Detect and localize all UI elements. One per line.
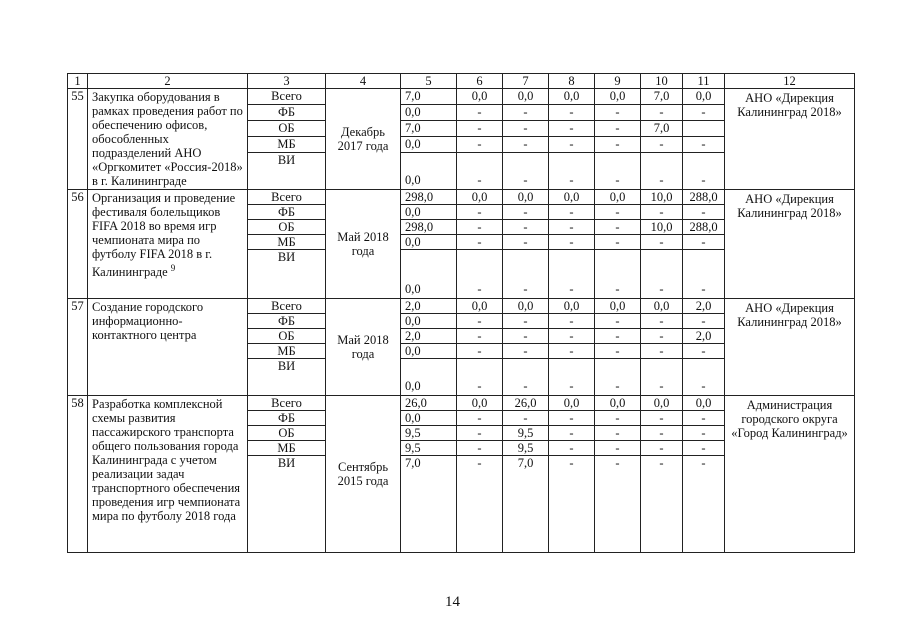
value-cell: - <box>503 235 549 250</box>
value-cell: 7,0 <box>503 456 549 553</box>
value-cell: - <box>549 329 595 344</box>
funding-source: МБ <box>248 137 326 153</box>
value-cell: - <box>595 314 641 329</box>
value-cell: 2,0 <box>401 299 457 314</box>
value-cell: - <box>595 359 641 396</box>
row-description <box>88 299 248 396</box>
value-cell: - <box>549 220 595 235</box>
value-cell: 0,0 <box>595 89 641 105</box>
value-cell: - <box>641 441 683 456</box>
value-cell: - <box>503 411 549 426</box>
value-cell: - <box>683 235 725 250</box>
value-cell: - <box>683 105 725 121</box>
value-cell: - <box>641 137 683 153</box>
value-cell: 0,0 <box>457 89 503 105</box>
value-cell: - <box>503 250 549 299</box>
value-cell: 0,0 <box>457 190 503 205</box>
value-cell: 7,0 <box>641 89 683 105</box>
value-cell: 0,0 <box>401 137 457 153</box>
value-cell: - <box>503 344 549 359</box>
value-cell: 0,0 <box>549 396 595 411</box>
value-cell: - <box>549 411 595 426</box>
value-cell: 0,0 <box>401 235 457 250</box>
value-cell: 0,0 <box>401 153 457 190</box>
funding-source: ВИ <box>248 456 326 553</box>
value-cell: - <box>683 250 725 299</box>
header-cell: 5 <box>401 74 457 89</box>
value-cell: - <box>549 121 595 137</box>
value-cell: - <box>503 121 549 137</box>
value-cell: - <box>503 314 549 329</box>
header-cell: 6 <box>457 74 503 89</box>
value-cell: 0,0 <box>641 396 683 411</box>
value-cell: - <box>641 250 683 299</box>
header-cell: 8 <box>549 74 595 89</box>
value-cell: - <box>683 426 725 441</box>
description-text: Разработка комплексной схемы развития пассажирского транспорта общего пользования города Калининграда с учетом реализации задач транспортного обеспечения проведения игр чемпионата мира по футболу 2018 года <box>92 397 241 523</box>
value-cell: - <box>503 105 549 121</box>
value-cell: 0,0 <box>641 299 683 314</box>
value-cell: - <box>595 456 641 553</box>
value-cell: - <box>641 205 683 220</box>
header-cell: 3 <box>248 74 326 89</box>
value-cell: - <box>457 411 503 426</box>
funding-source: Всего <box>248 89 326 105</box>
value-cell: - <box>549 250 595 299</box>
value-cell: - <box>641 153 683 190</box>
header-cell: 2 <box>88 74 248 89</box>
funding-source: ФБ <box>248 411 326 426</box>
value-cell: 0,0 <box>401 314 457 329</box>
value-cell: - <box>503 359 549 396</box>
header-cell: 12 <box>725 74 855 89</box>
value-cell: - <box>457 205 503 220</box>
row-description <box>88 190 248 299</box>
value-cell: 0,0 <box>595 299 641 314</box>
executor-cell: Администрация городского округа «Город Калининград» <box>725 396 855 553</box>
table-row <box>68 396 855 411</box>
value-cell: - <box>683 359 725 396</box>
header-cell: 1 <box>68 74 88 89</box>
value-cell: 7,0 <box>401 456 457 553</box>
value-cell: 298,0 <box>401 190 457 205</box>
value-cell: 10,0 <box>641 220 683 235</box>
value-cell: 0,0 <box>401 359 457 396</box>
value-cell: 9,5 <box>503 441 549 456</box>
funding-source: ОБ <box>248 329 326 344</box>
value-cell: - <box>549 314 595 329</box>
header-cell: 4 <box>326 74 401 89</box>
row-number: 56 <box>68 190 88 299</box>
value-cell: - <box>595 329 641 344</box>
funding-source: ВИ <box>248 359 326 396</box>
value-cell: - <box>457 344 503 359</box>
value-cell: - <box>457 153 503 190</box>
value-cell: 26,0 <box>401 396 457 411</box>
page-number: 14 <box>445 594 460 610</box>
value-cell: - <box>595 220 641 235</box>
value-cell: 0,0 <box>595 190 641 205</box>
value-cell: 9,5 <box>401 441 457 456</box>
description-text: Организация и проведение фестиваля болельщиков FIFA 2018 во время игр чемпионата мира по футболу FIFA 2018 в г. Калининграде <box>92 191 236 280</box>
value-cell: - <box>457 137 503 153</box>
value-cell: - <box>595 205 641 220</box>
value-cell: - <box>457 121 503 137</box>
executor-cell: АНО «Дирекция Калининград 2018» <box>725 89 855 190</box>
value-cell: - <box>595 153 641 190</box>
value-cell: - <box>503 205 549 220</box>
header-cell: 11 <box>683 74 725 89</box>
value-cell: - <box>683 153 725 190</box>
value-cell: - <box>549 456 595 553</box>
value-cell: - <box>549 426 595 441</box>
footnote-mark: 9 <box>170 263 176 273</box>
value-cell: 7,0 <box>401 89 457 105</box>
value-cell: - <box>503 220 549 235</box>
row-number: 55 <box>68 89 88 190</box>
value-cell: 0,0 <box>457 396 503 411</box>
value-cell: - <box>595 105 641 121</box>
value-cell <box>683 121 725 137</box>
funding-source: Всего <box>248 190 326 205</box>
value-cell: 2,0 <box>683 329 725 344</box>
value-cell: - <box>549 205 595 220</box>
value-cell: 7,0 <box>641 121 683 137</box>
value-cell: - <box>549 359 595 396</box>
funding-source: МБ <box>248 441 326 456</box>
header-cell: 7 <box>503 74 549 89</box>
row-number: 57 <box>68 299 88 396</box>
value-cell: - <box>683 314 725 329</box>
value-cell: - <box>549 137 595 153</box>
description-text: Закупка оборудования в рамках проведения работ по обеспечению офисов, обособленных подразделений АНО «Оргкомитет «Россия-2018» в г. Калининграде <box>92 90 243 188</box>
value-cell: 0,0 <box>401 411 457 426</box>
value-cell: - <box>683 344 725 359</box>
row-description <box>88 89 248 190</box>
value-cell: - <box>641 314 683 329</box>
value-cell: - <box>595 411 641 426</box>
value-cell: - <box>595 121 641 137</box>
row-number: 58 <box>68 396 88 553</box>
value-cell: - <box>683 205 725 220</box>
funding-source: ОБ <box>248 121 326 137</box>
table-row <box>68 190 855 205</box>
value-cell: 0,0 <box>503 190 549 205</box>
funding-source: ФБ <box>248 105 326 121</box>
value-cell: 9,5 <box>401 426 457 441</box>
value-cell: - <box>595 137 641 153</box>
value-cell: - <box>549 105 595 121</box>
value-cell: 288,0 <box>683 220 725 235</box>
value-cell: 0,0 <box>401 344 457 359</box>
value-cell: - <box>641 456 683 553</box>
value-cell: - <box>641 235 683 250</box>
funding-source: ОБ <box>248 426 326 441</box>
deadline-cell: Декабрь 2017 года <box>326 89 401 190</box>
executor-cell: АНО «Дирекция Калининград 2018» <box>725 190 855 299</box>
value-cell: 288,0 <box>683 190 725 205</box>
budget-table <box>67 73 855 553</box>
table-row <box>68 299 855 314</box>
value-cell: 0,0 <box>549 299 595 314</box>
value-cell: 10,0 <box>641 190 683 205</box>
executor-cell: АНО «Дирекция Калининград 2018» <box>725 299 855 396</box>
value-cell: 298,0 <box>401 220 457 235</box>
value-cell: - <box>457 235 503 250</box>
value-cell: - <box>683 411 725 426</box>
value-cell: - <box>641 344 683 359</box>
value-cell: 0,0 <box>595 396 641 411</box>
value-cell: 9,5 <box>503 426 549 441</box>
value-cell: - <box>457 250 503 299</box>
value-cell: - <box>641 426 683 441</box>
header-cell: 9 <box>595 74 641 89</box>
value-cell: - <box>457 426 503 441</box>
value-cell: - <box>457 220 503 235</box>
value-cell: 26,0 <box>503 396 549 411</box>
value-cell: - <box>595 235 641 250</box>
funding-source: ОБ <box>248 220 326 235</box>
funding-source: Всего <box>248 396 326 411</box>
value-cell: 7,0 <box>401 121 457 137</box>
value-cell: 0,0 <box>683 89 725 105</box>
value-cell: 0,0 <box>683 396 725 411</box>
funding-source: Всего <box>248 299 326 314</box>
table-row <box>68 89 855 105</box>
value-cell: 2,0 <box>401 329 457 344</box>
value-cell: - <box>457 314 503 329</box>
value-cell: 2,0 <box>683 299 725 314</box>
value-cell: - <box>549 153 595 190</box>
value-cell: - <box>457 456 503 553</box>
value-cell: - <box>641 359 683 396</box>
value-cell: 0,0 <box>457 299 503 314</box>
row-description <box>88 396 248 553</box>
value-cell: - <box>549 441 595 456</box>
funding-source: МБ <box>248 344 326 359</box>
value-cell: - <box>641 411 683 426</box>
value-cell: - <box>683 456 725 553</box>
value-cell: - <box>641 329 683 344</box>
value-cell: - <box>457 441 503 456</box>
value-cell: - <box>641 105 683 121</box>
header-cell: 10 <box>641 74 683 89</box>
value-cell: - <box>595 426 641 441</box>
value-cell: - <box>549 235 595 250</box>
value-cell: - <box>595 344 641 359</box>
value-cell: 0,0 <box>503 89 549 105</box>
value-cell: 0,0 <box>549 89 595 105</box>
funding-source: ВИ <box>248 250 326 299</box>
value-cell: - <box>549 344 595 359</box>
value-cell: 0,0 <box>401 105 457 121</box>
value-cell: 0,0 <box>503 299 549 314</box>
value-cell: - <box>503 137 549 153</box>
deadline-cell: Май 2018 года <box>326 190 401 299</box>
value-cell: - <box>683 441 725 456</box>
funding-source: МБ <box>248 235 326 250</box>
funding-source: ВИ <box>248 153 326 190</box>
value-cell: - <box>457 105 503 121</box>
value-cell: - <box>457 359 503 396</box>
value-cell: - <box>503 153 549 190</box>
value-cell: - <box>595 250 641 299</box>
value-cell: - <box>683 137 725 153</box>
value-cell: 0,0 <box>549 190 595 205</box>
value-cell: - <box>595 441 641 456</box>
header-row <box>68 74 855 89</box>
value-cell: - <box>457 329 503 344</box>
funding-source: ФБ <box>248 205 326 220</box>
funding-source: ФБ <box>248 314 326 329</box>
value-cell: 0,0 <box>401 205 457 220</box>
deadline-cell: Май 2018 года <box>326 299 401 396</box>
description-text: Создание городского информационно-контактного центра <box>92 300 204 342</box>
value-cell: 0,0 <box>401 250 457 299</box>
deadline-cell: Сентябрь 2015 года <box>326 396 401 553</box>
value-cell: - <box>503 329 549 344</box>
